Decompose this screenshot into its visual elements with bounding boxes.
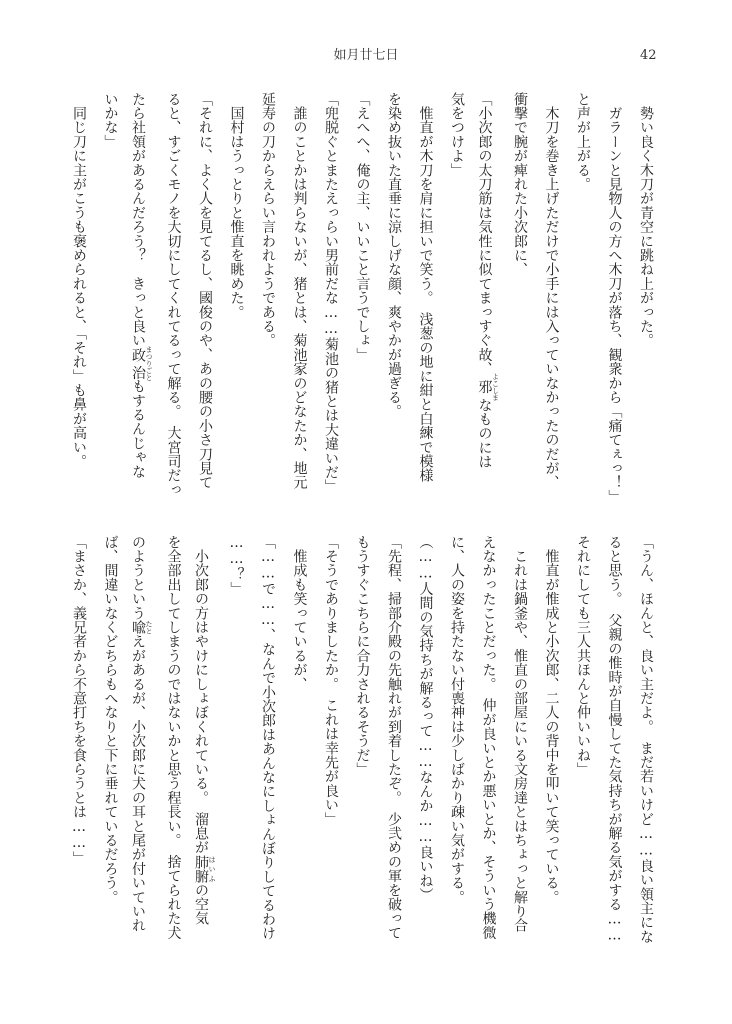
text-segment: 誰のことかは判らないが、猪とは、菊池家のどなたか、地元 xyxy=(291,92,308,490)
text-segment: を染め抜いた直垂に涼しげな顔、爽やかが過ぎる。 xyxy=(386,92,402,419)
text-segment: 「先程、掃部介殿の先触れが到着したぞ。 少弐めの軍を破って xyxy=(386,535,402,940)
text-segment: 惟成も笑っているが、 xyxy=(291,535,308,692)
text-segment: それにしても三人共ほんと仲いいね」 xyxy=(575,535,591,777)
text-segment: ガラーンと見物人の方へ木刀が落ち、観衆から「痛てぇっ！」 xyxy=(606,92,623,504)
text-column xyxy=(415,92,437,483)
text-segment: 小次郎の方はやけにしょぼくれている。 溜息が xyxy=(193,535,209,855)
text-column xyxy=(320,92,342,494)
ruby-word xyxy=(130,345,153,381)
text-segment: 「小次郎の太刀筋は気性に似てまっすぐ故、 xyxy=(476,92,493,376)
text-segment: のようという xyxy=(130,535,146,621)
text-column xyxy=(635,92,657,348)
text-column xyxy=(131,535,153,933)
ruby-base: 肺腑 xyxy=(193,854,209,884)
text-segment: 「兜脱ぐとまたえっらい男前だな……菊池の猪とは大違いだ」 xyxy=(323,92,339,494)
text-column xyxy=(257,92,279,348)
text-column xyxy=(352,92,374,362)
text-segment: もするんじゃな xyxy=(130,379,146,479)
ruby-word xyxy=(130,620,153,635)
text-segment: これは鍋釜や、惟直の部屋にいる文房達とはちょっと解り合 xyxy=(512,535,528,933)
text-column xyxy=(541,535,563,904)
text-segment: 木刀を巻き上げただけで小手には入っていなかったのだが、 xyxy=(543,92,560,490)
ruby-word xyxy=(476,373,500,401)
text-segment: ば、間違いなくどちらもへなりと下に垂れているだろう。 xyxy=(102,535,119,905)
text-column xyxy=(100,535,122,904)
ruby-reading: まつりごと xyxy=(145,345,153,381)
page-number: 42 xyxy=(640,48,657,63)
text-column xyxy=(415,535,437,902)
text-column xyxy=(289,92,311,490)
text-segment: 「うん、ほんと、良い主だよ。 まだ若いけど……良い領主にな xyxy=(638,535,654,944)
text-segment: たら社領があるんだろう？ きっと良い xyxy=(130,92,146,348)
text-column xyxy=(68,92,90,468)
text-column xyxy=(163,92,185,497)
text-column xyxy=(352,535,374,776)
text-segment: と声が上がる。 xyxy=(575,92,591,192)
text-column xyxy=(131,92,153,479)
text-column xyxy=(478,535,500,940)
text-column xyxy=(541,92,563,490)
text-column xyxy=(446,92,468,177)
text-segment: 同じ刀に主がこうも褒められると、「それ」も鼻が高い。 xyxy=(71,92,87,469)
text-segment: を全部出してしまうのではないかと思う程長い。 捨てられた犬 xyxy=(165,535,182,940)
text-segment: ……？」 xyxy=(228,535,245,596)
text-segment: えなかったことだった。 仲が良いとか悪いとか、そういう機微 xyxy=(480,535,497,940)
text-segment: 延寿の刀からえらい言われようである。 xyxy=(260,92,276,348)
text-segment: 「まさか、義兄者から不意打ちを食らうとは……」 xyxy=(71,535,87,866)
text-column xyxy=(478,92,500,469)
text-segment: （……人間の気持ちが解るって……なんか……良いね） xyxy=(417,535,434,902)
text-segment: えがあるが、小次郎に犬の耳と尾が付いていれ xyxy=(130,634,146,933)
text-segment: に、人の姿を持たない付喪神は少しばかり疎い気がする。 xyxy=(449,535,465,905)
text-column xyxy=(509,92,531,277)
text-segment: 「そうでありましたか。 これは幸先が良い」 xyxy=(323,535,339,827)
text-column xyxy=(226,535,248,596)
ruby-reading: たと xyxy=(145,620,153,635)
text-column xyxy=(509,535,531,933)
text-segment: 衝撃で腕が痺れた小次郎に、 xyxy=(512,92,528,277)
text-column xyxy=(604,92,626,504)
ruby-word xyxy=(193,854,216,884)
text-column xyxy=(194,535,216,926)
text-column xyxy=(163,535,185,940)
ruby-base: 喩 xyxy=(130,620,146,635)
text-segment: 「……で……、なんで小次郎はあんなにしょんぼりしてるわけ xyxy=(260,535,276,941)
text-segment: の空気 xyxy=(193,883,209,926)
text-segment: 勢い良く木刀が青空に跳ね上がった。 xyxy=(638,92,654,348)
text-column xyxy=(68,535,90,866)
text-segment: 気をつけよ」 xyxy=(449,92,465,178)
text-column xyxy=(383,92,405,419)
text-column xyxy=(572,535,594,776)
text-column xyxy=(572,92,594,191)
text-segment: 「えへへ、俺の主、いいこと言うでしょ」 xyxy=(354,92,371,362)
ruby-reading: はいふ xyxy=(208,854,216,884)
text-segment: 「それに、よく人を見てるし、國俊のや、あの腰の小さ刀見て xyxy=(197,92,213,490)
ruby-base: 邪 xyxy=(476,373,493,401)
text-segment: ると思う。 父親の惟時が自慢してた気持ちが解る気がする…… xyxy=(606,535,623,944)
text-segment: 惟直が惟成と小次郎、二人の背中を叩いて笑っている。 xyxy=(543,535,560,905)
ruby-reading: よこしま xyxy=(491,373,500,401)
text-segment: 国村はうっとりと惟直を眺めた。 xyxy=(228,92,245,320)
text-column xyxy=(289,535,311,691)
ruby-base: 政治 xyxy=(130,345,146,381)
text-segment: もうすぐこちらに合力されるそうだ」 xyxy=(354,535,371,777)
text-segment: なものには xyxy=(476,397,493,469)
text-column xyxy=(100,92,122,149)
text-column xyxy=(446,535,468,904)
text-column xyxy=(604,535,626,944)
text-segment: いかな」 xyxy=(102,92,119,149)
text-column xyxy=(194,92,216,490)
text-column xyxy=(226,92,248,319)
running-header: 如月廿七日 xyxy=(333,48,399,63)
text-column xyxy=(383,535,405,940)
text-column xyxy=(320,535,342,826)
text-column xyxy=(635,535,657,944)
text-segment: 惟直が木刀を肩に担いで笑う。 浅葱の地に紺と白練で模様 xyxy=(417,92,434,483)
text-segment: ると、すごくモノを大切にしてくれてるって解る。 大宮司だっ xyxy=(165,92,182,497)
text-column xyxy=(257,535,279,941)
